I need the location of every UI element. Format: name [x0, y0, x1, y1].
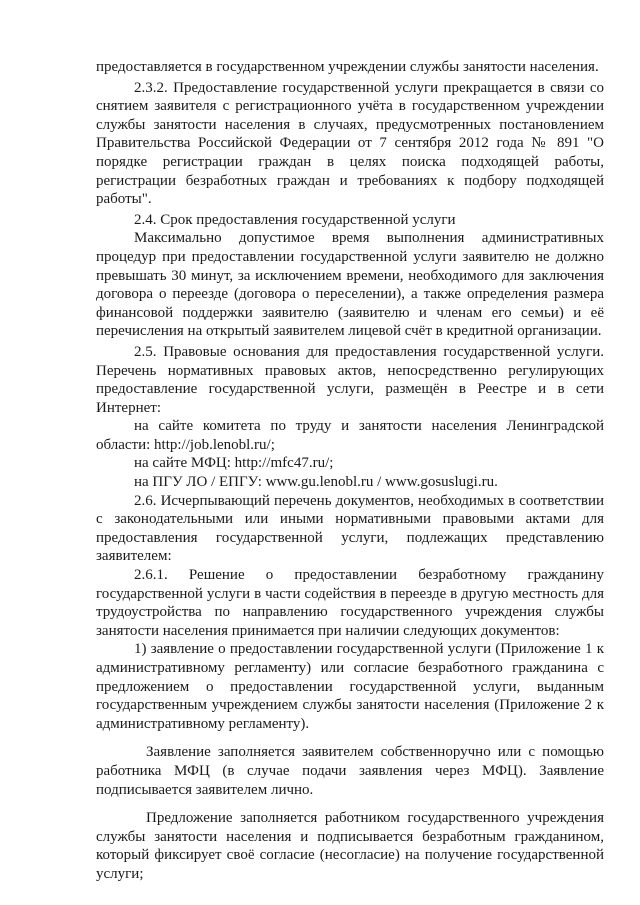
paragraph-continuation: предоставляется в государственном учреждении службы занятости населения. — [96, 59, 599, 75]
paragraph-application: Заявление заполняется заявителем собственноручно или с помощью работника МФЦ (в случае подачи заявления через МФЦ). Заявление подписывается заявителем лично. — [96, 744, 604, 798]
paragraph-site-pgu: на ПГУ ЛО / ЕПГУ: www.gu.lenobl.ru / www.gosuslugi.ru. — [134, 474, 498, 491]
heading-2-4: 2.4. Срок предоставления государственной услуги — [134, 211, 456, 228]
paragraph-2-6: 2.6. Исчерпывающий перечень документов, необходимых в соответствии с законодательными или иными нормативными правовыми актами для предоставления государственной услуги, подлежащих представлению заявителем: — [96, 492, 604, 565]
paragraph-2-5: 2.5. Правовые основания для предоставления государственной услуги. Перечень нормативных правовых актов, непосредственно регулирующих предоставление государственной услуги, размещён в Реестре и в сети Интернет: — [96, 343, 604, 416]
paragraph-site-committee: на сайте комитета по труду и занятости населения Ленинградской области: http://job.lenobl.ru/; — [96, 418, 604, 453]
paragraph-2-3-2: 2.3.2. Предоставление государственной услуги прекращается в связи со снятием заявителя с регистрационного учёта в государственном учреждении службы занятости населения в случаях, предусмотренных постановлением Правительства Российской Федерации от 7 сентября 2012 года № 891 "О порядке регистрации граждан в целях поиска подходящей работы, регистрации безработных граждан и требованиях к подбору подходящей работы". — [96, 79, 604, 208]
paragraph-site-mfc: на сайте МФЦ: http://mfc47.ru/; — [134, 455, 334, 472]
paragraph-2-6-1: 2.6.1. Решение о предоставлении безработному гражданину государственной услуги в части содействия в переезде в другую местность для трудоустройства по направлению государственного учреждения службы занятости населения принимается при наличии следующих документов: — [96, 567, 604, 639]
paragraph-max-time: Максимально допустимое время выполнения административных процедур при предоставлении государственной услуги заявителю не должно превышать 30 минут, за исключением времени, необходимого для заключения договора о переезде (договора о переселении), а также определения размера финансовой поддержки заявителю (заявителю и членам его семьи) и её перечисления на открытый заявителем лицевой счёт в кредитной организации. — [96, 230, 604, 340]
list-item-1: 1) заявление о предоставлении государственной услуги (Приложение 1 к административному регламенту) или согласие безработного гражданина с предложением о предоставлении государственной услуги, выданным государственным учреждением службы занятости населения (Приложение 2 к административному регламенту). — [96, 641, 604, 732]
paragraph-proposal: Предложение заполняется работником государственного учреждения службы занятости населения и подписывается безработным гражданином, который фиксирует своё согласие (несогласие) на получение государственной услуги; — [96, 810, 604, 882]
